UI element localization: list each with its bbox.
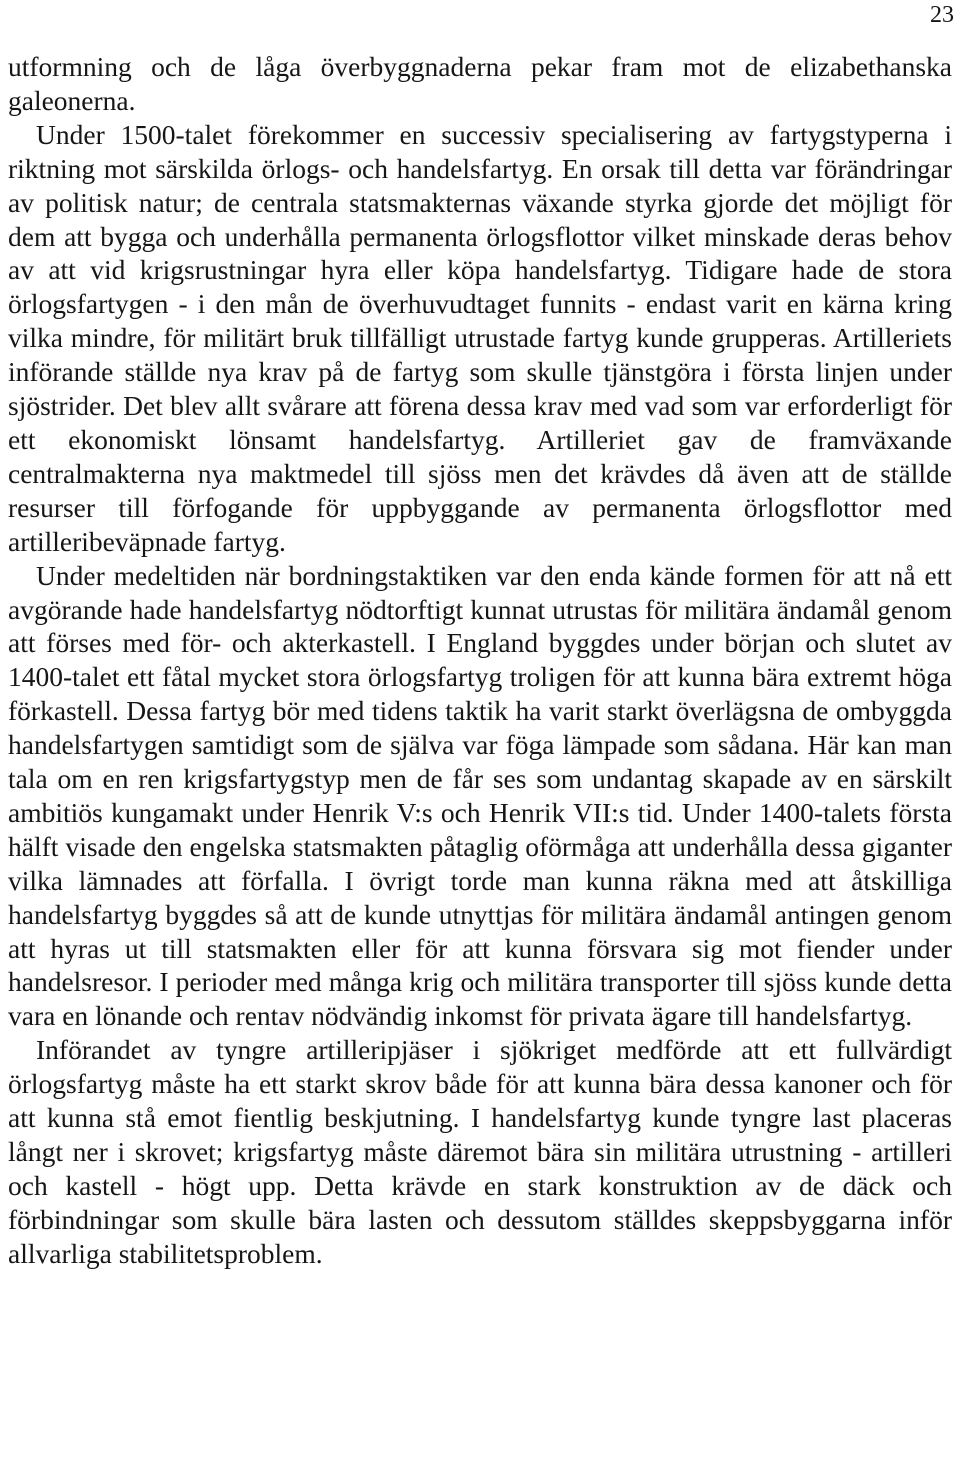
paragraph-continuation: utformning och de låga överbyggnaderna pekar fram mot de elizabethanska galeonerna. <box>8 51 952 116</box>
paragraph-medieval-tactics: Under medeltiden när bordningstaktiken var den enda kände formen för att nå ett avgörande hade handelsfartyg nödtorftigt kunnat utrustas för militära ändamål genom att förses med för- och akterkastell. I England byggdes under början och slutet av 1400-talet ett fåtal mycket stora örlogsfartyg troligen för att kunna bära extremt höga förkastell. Dessa fartyg bör med tidens taktik ha varit starkt överlägsna de ombyggda handelsfartygen samtidigt som de själva var föga lämpade som sådana. Här kan man tala om en ren krigsfartygstyp men de får ses som undantag skapade av en särskilt ambitiös kungamakt under Henrik V:s och Henrik VII:s tid. Under 1400-talets första hälft visade den engelska statsmakten påtaglig oförmåga att underhålla dessa giganter vilka lämnades att förfalla. I övrigt torde man kunna räkna med att åtskilliga handelsfartyg byggdes så att de kunde utnyttjas för militära ändamål antingen genom att hyras ut till statsmakten eller för att kunna försvara sig mot fiender under handelsresor. I perioder med många krig och militära transporter till sjöss kunde detta vara en lönande och rentav nödvändig inkomst för privata ägare till handelsfartyg. <box>8 559 952 1032</box>
page-number: 23 <box>930 2 954 28</box>
text-body <box>8 50 952 1271</box>
paragraph-specialization: Under 1500-talet förekommer en successiv specialisering av fartygstyperna i riktning mot särskilda örlogs- och handelsfartyg. En orsak till detta var förändringar av politisk natur; de centrala statsmakternas växande styrka gjorde det möjligt för dem att bygga och underhålla permanenta örlogsflottor vilket minskade deras behov av att vid krigsrustningar hyra eller köpa handelsfartyg. Tidigare hade de stora örlogsfartygen - i den mån de överhuvudtaget funnits - endast varit en kärna kring vilka mindre, för militärt bruk tillfälligt utrustade fartyg kunde grupperas. Artilleriets införande ställde nya krav på de fartyg som skulle tjänstgöra i första linjen under sjöstrider. Det blev allt svårare att förena dessa krav med vad som var erforderligt för ett ekonomiskt lönsamt handelsfartyg. Artilleriet gav de framväxande centralmakterna nya maktmedel till sjöss men det krävdes då även att de ställde resurser till förfogande för uppbyggande av permanenta örlogsflottor med artilleribeväpnade fartyg. <box>8 118 952 557</box>
paragraph-artillery: Införandet av tyngre artilleripjäser i sjökriget medförde att ett fullvärdigt örlogsfartyg måste ha ett starkt skrov både för att kunna bära dessa kanoner och för att kunna stå emot fientlig beskjutning. I handelsfartyg kunde tyngre last placeras långt ner i skrovet; krigsfartyg måste däremot bära sin militära utrustning - artilleri och kastell - högt upp. Detta krävde en stark konstruktion av de däck och förbindningar som skulle bära lasten och dessutom ställdes skeppsbyggarna inför allvarliga stabilitetsproblem. <box>8 1034 952 1269</box>
